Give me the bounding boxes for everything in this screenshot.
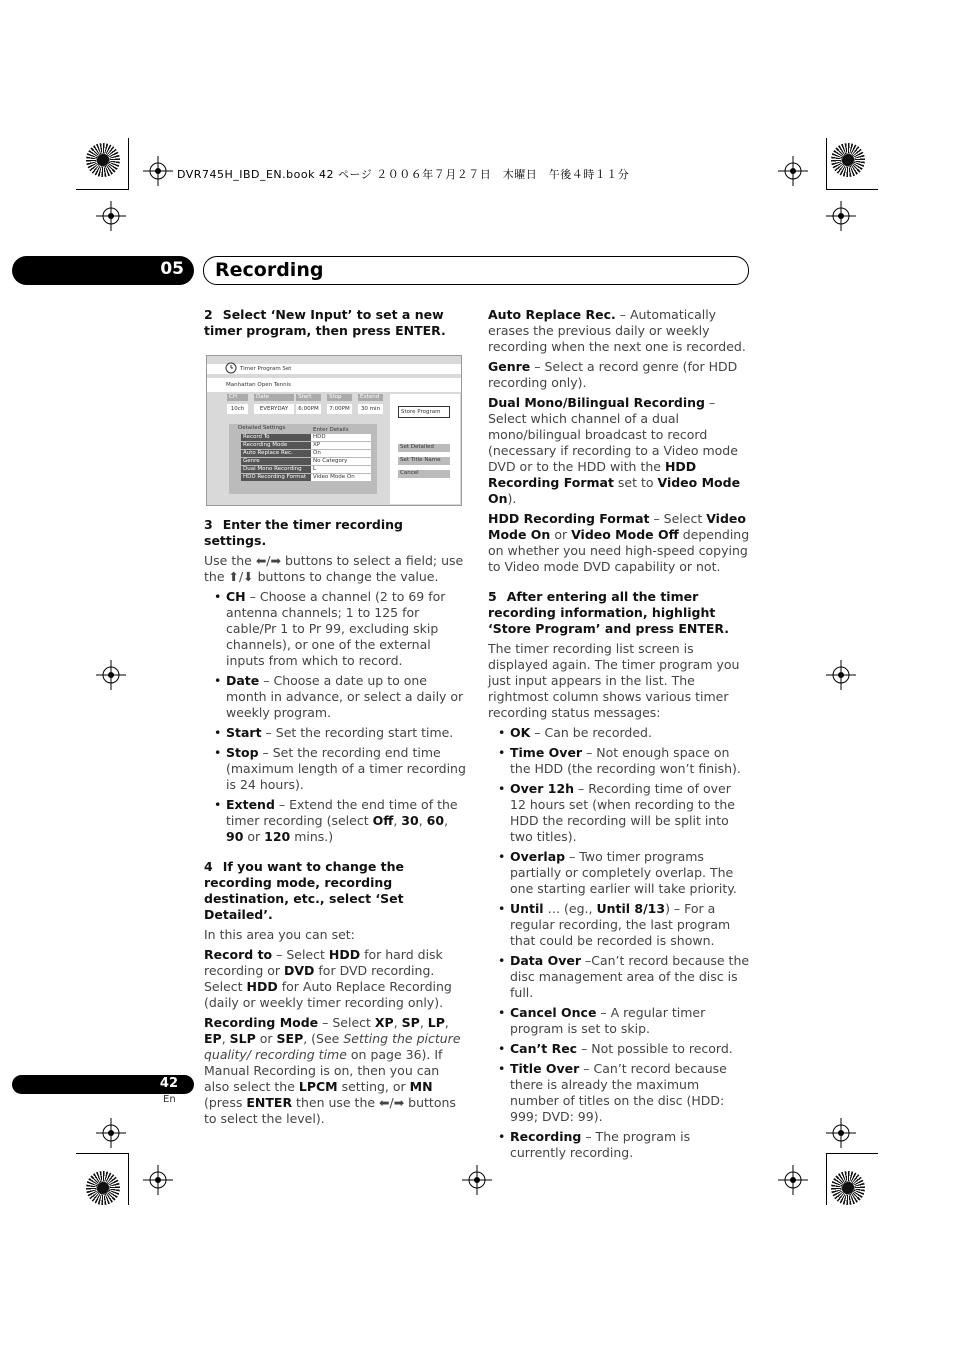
program-name: Manhattan Open Tennis: [226, 382, 291, 388]
crosshair-icon: [462, 1165, 492, 1195]
step-2: 2 Select ‘New Input’ to set a new timer program, then press ENTER.: [204, 307, 446, 338]
list-item: • Extend – Extend the end time of the timer recording (select Off, 30, 60, 90 or 120 mins.): [204, 797, 466, 845]
dual-mono-paragraph: Dual Mono/Bilingual Recording – Select which channel of a dual mono/bilingual broadcast to record (necessary if recording to a Video mode DVD or to the HDD with the HDD Recording Format set to Video Mode On).: [488, 395, 741, 506]
setting-row[interactable]: HDD Recording Format Video Mode On: [241, 474, 371, 482]
list-item: • Can’t Rec – Not possible to record.: [488, 1041, 750, 1057]
hdd-format-paragraph: HDD Recording Format – Select Video Mode On or Video Mode Off depending on whether you need high-speed copying to Video mode DVD capability or not.: [488, 511, 750, 574]
field-value-start[interactable]: 6:00PM: [296, 404, 321, 414]
screen-title-bar: [207, 364, 461, 374]
list-item: • Overlap – Two timer programs partially or completely overlap. The one starting earlier will take priority.: [488, 849, 750, 897]
list-item: • Start – Set the recording start time.: [204, 725, 466, 741]
field-value-extend[interactable]: 30 min: [358, 404, 383, 414]
field-label-extend: Extend: [358, 394, 383, 401]
page-language: En: [163, 1094, 176, 1105]
list-item: • Title Over – Can’t record because there is already the maximum number of titles on the disc (HDD: 999; DVD: 99).: [488, 1061, 750, 1125]
crop-line: [826, 138, 827, 190]
crosshair-icon: [96, 1118, 126, 1148]
chapter-title-bar: [203, 256, 749, 285]
detailed-settings-panel: [229, 424, 377, 494]
crop-line: [76, 1153, 128, 1154]
page-number-tab: [12, 1075, 194, 1094]
auto-replace-paragraph: Auto Replace Rec. – Automatically erases the previous daily or weekly recording when the next one is recorded.: [488, 307, 746, 354]
crosshair-icon: [143, 156, 173, 186]
field-label-stop: Stop: [327, 394, 352, 401]
timer-program-screen: [206, 355, 462, 506]
field-label-start: Start: [296, 394, 321, 401]
crop-line: [826, 189, 878, 190]
list-item: • Until … (eg., Until 8/13) – For a regular recording, the last program that could be recorded is shown.: [488, 901, 750, 949]
field-value-date[interactable]: EVERYDAY: [254, 404, 294, 414]
clock-icon: [225, 362, 237, 374]
list-item: • Stop – Set the recording end time (maximum length of a timer recording is 24 hours).: [204, 745, 466, 793]
program-name-bar: [207, 378, 461, 392]
set-title-name-button[interactable]: Set Title Name: [398, 457, 450, 465]
left-column: [204, 307, 466, 343]
crosshair-icon: [826, 1118, 856, 1148]
field-value-stop[interactable]: 7:00PM: [327, 404, 352, 414]
crosshair-icon: [96, 660, 126, 690]
genre-paragraph: Genre – Select a record genre (for HDD recording only).: [488, 359, 738, 390]
chapter-title: Recording: [215, 259, 324, 281]
crosshair-icon: [778, 156, 808, 186]
crop-line: [128, 1153, 129, 1205]
registration-wheel-icon: [86, 143, 120, 177]
file-header: DVR745H_IBD_EN.book 42 ページ ２００６年７月２７日 木曜日 午後４時１１分: [177, 168, 630, 181]
crop-line: [826, 1153, 827, 1205]
crosshair-icon: [778, 1165, 808, 1195]
step-5: 5 After entering all the timer recording information, highlight ‘Store Program’ and press ENTER.: [488, 589, 730, 636]
crop-line: [128, 138, 129, 190]
detail-value-header: Enter Details: [313, 427, 349, 433]
list-item: • OK – Can be recorded.: [488, 725, 750, 741]
list-item: • Date – Choose a date up to one month in advance, or select a daily or weekly program.: [204, 673, 466, 721]
chapter-number: 05: [160, 259, 184, 279]
step-3-body: Use the ⬅/➡ buttons to select a field; use the ⬆/⬇ buttons to change the value.: [204, 553, 464, 584]
crop-line: [826, 1153, 878, 1154]
step-3: 3 Enter the timer recording settings.: [204, 517, 403, 548]
page-number: 42: [159, 1076, 178, 1091]
list-item: • Data Over –Can’t record because the disc management area of the disc is full.: [488, 953, 750, 1001]
store-program-button[interactable]: Store Program: [398, 406, 450, 418]
cancel-button[interactable]: Cancel: [398, 470, 450, 478]
detail-header: Detailed Settings: [238, 425, 286, 431]
setting-row[interactable]: Auto Replace Rec. On: [241, 450, 371, 458]
field-value-ch[interactable]: 10ch: [227, 404, 248, 414]
registration-wheel-icon: [831, 143, 865, 177]
step-4-body: In this area you can set:: [204, 927, 355, 942]
list-item: • Time Over – Not enough space on the HDD (the recording won’t finish).: [488, 745, 750, 777]
setting-row[interactable]: Dual Mono Recording L: [241, 466, 371, 474]
crop-line: [76, 189, 128, 190]
crosshair-icon: [96, 201, 126, 231]
setting-row[interactable]: Genre No Category: [241, 458, 371, 466]
list-item: • Cancel Once – A regular timer program is set to skip.: [488, 1005, 750, 1037]
chapter-tab: [12, 256, 194, 285]
crosshair-icon: [143, 1165, 173, 1195]
field-label-date: Date: [254, 394, 294, 401]
recording-mode-paragraph: Recording Mode – Select XP, SP, LP, EP, SLP or SEP, (See Setting the picture quality/ recording time on page 36). If Manual Recording is on, then you can also select the LPCM setting, or MN (press ENTER then use the ⬅/➡ buttons to select the level).: [204, 1015, 461, 1126]
setting-row[interactable]: Recording Mode XP: [241, 442, 371, 450]
right-column: [488, 307, 750, 1165]
step-4: 4 If you want to change the recording mode, recording destination, etc., select ‘Set Detailed’.: [204, 859, 405, 922]
list-item: • Recording – The program is currently recording.: [488, 1129, 750, 1161]
registration-wheel-icon: [86, 1171, 120, 1205]
registration-wheel-icon: [831, 1171, 865, 1205]
field-label-ch: CH: [227, 394, 248, 401]
set-detailed-button[interactable]: Set Detailed: [398, 444, 450, 452]
crosshair-icon: [826, 660, 856, 690]
action-panel: [390, 394, 460, 504]
crosshair-icon: [826, 201, 856, 231]
list-item: • Over 12h – Recording time of over 12 hours set (when recording to the HDD the recording will be split into two titles).: [488, 781, 750, 845]
setting-row[interactable]: Record To HDD: [241, 434, 371, 442]
record-to-paragraph: Record to – Select HDD for hard disk recording or DVD for DVD recording. Select HDD for Auto Replace Recording (daily or weekly timer recording only).: [204, 947, 452, 1010]
left-column-body: [204, 517, 466, 1131]
list-item: • CH – Choose a channel (2 to 69 for antenna channels; 1 to 125 for cable/Pr 1 to Pr 99, excluding skip channels), or one of the external inputs from which to record.: [204, 589, 466, 669]
screen-title: Timer Program Set: [240, 366, 292, 372]
step-5-body: The timer recording list screen is displayed again. The timer program you just input appears in the list. The rightmost column shows various timer recording status messages:: [488, 641, 740, 720]
